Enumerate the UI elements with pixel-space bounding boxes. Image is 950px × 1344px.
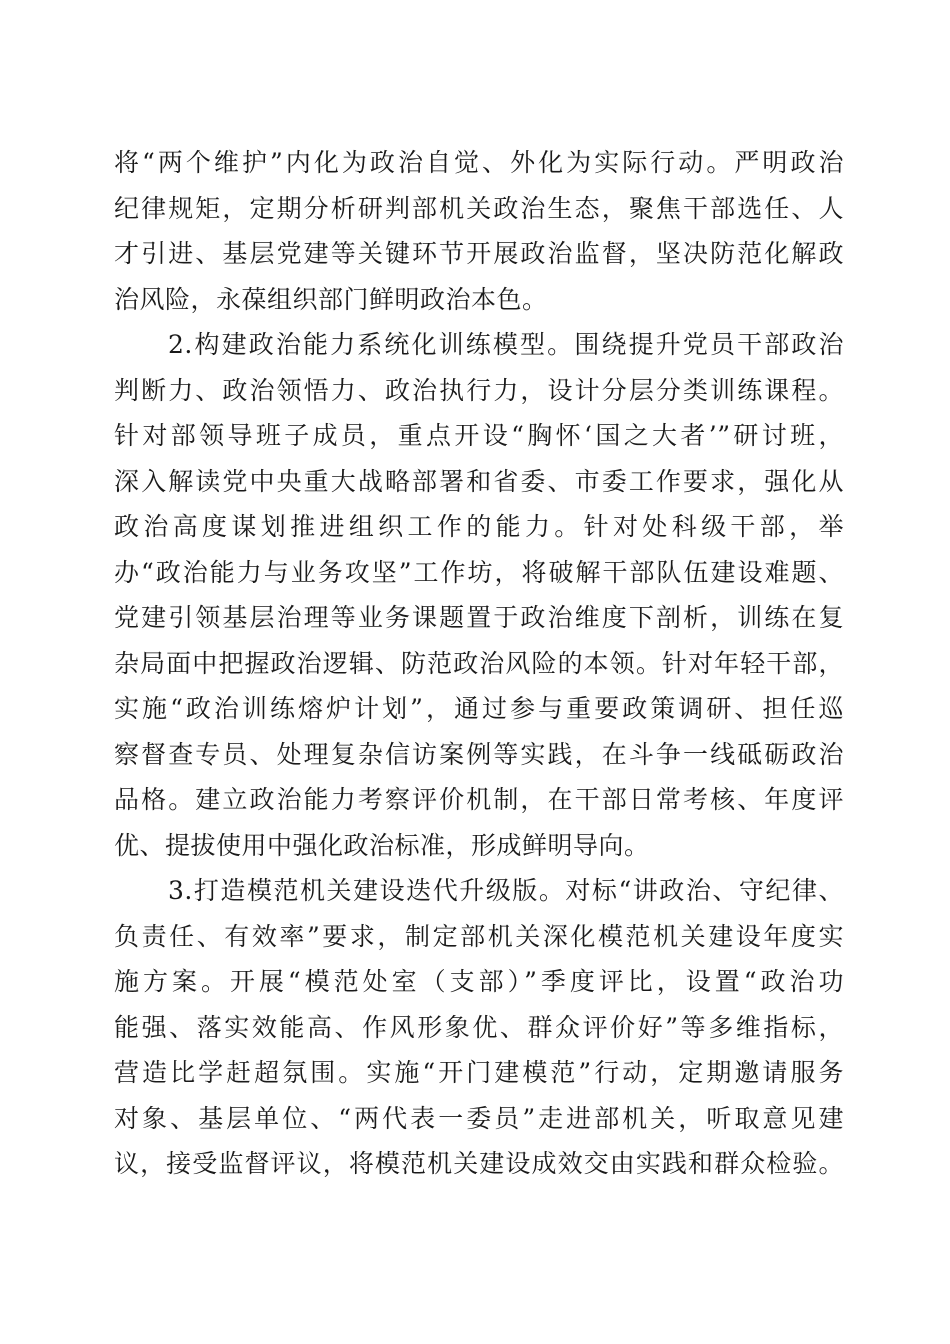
- text-line: 实施“政治训练熔炉计划”，通过参与重要政策调研、担任巡: [114, 694, 844, 723]
- text-line: 针对部领导班子成员，重点开设“胸怀‘国之大者’”研讨班，: [114, 421, 844, 450]
- text-line: 施方案。开展“模范处室（支部）”季度评比，设置“政治功: [114, 967, 844, 996]
- text-line: 营造比学赶超氛围。实施“开门建模范”行动，定期邀请服务: [114, 1058, 844, 1087]
- text-line: 杂局面中把握政治逻辑、防范政治风险的本领。针对年轻干部，: [114, 648, 844, 678]
- text-line: 党建引领基层治理等业务课题置于政治维度下剖析，训练在复: [114, 603, 844, 632]
- text-line: 判断力、政治领悟力、政治执行力，设计分层分类训练课程。: [114, 375, 844, 405]
- text-line: 议，接受监督评议，将模范机关建设成效交由实践和群众检验。: [114, 1149, 844, 1178]
- text-line: 品格。建立政治能力考察评价机制，在干部日常考核、年度评: [114, 785, 844, 814]
- text-line: 能强、落实效能高、作风形象优、群众评价好”等多维指标，: [114, 1012, 844, 1042]
- text-line: 将“两个维护”内化为政治自觉、外化为实际行动。严明政治: [114, 148, 844, 177]
- text-line: 对象、基层单位、“两代表一委员”走进部机关，听取意见建: [114, 1103, 844, 1133]
- text-line: 优、提拔使用中强化政治标准，形成鲜明导向。: [114, 830, 650, 860]
- text-line: 深入解读党中央重大战略部署和省委、市委工作要求，强化从: [114, 466, 844, 496]
- text-line: 办“政治能力与业务攻坚”工作坊，将破解干部队伍建设难题、: [114, 557, 844, 587]
- text-line: 才引进、基层党建等关键环节开展政治监督，坚决防范化解政: [114, 239, 844, 268]
- text-line: 纪律规矩，定期分析研判部机关政治生态，聚焦干部选任、人: [114, 193, 844, 223]
- text-line: 察督查专员、处理复杂信访案例等实践，在斗争一线砥砺政治: [114, 739, 844, 769]
- document-body: [114, 140, 844, 1187]
- text-line: 2.构建政治能力系统化训练模型。围绕提升党员干部政治: [168, 330, 844, 359]
- text-line: 治风险，永葆组织部门鲜明政治本色。: [114, 284, 548, 314]
- text-line: 负责任、有效率”要求，制定部机关深化模范机关建设年度实: [114, 921, 844, 951]
- text-line: 3.打造模范机关建设迭代升级版。对标“讲政治、守纪律、: [168, 876, 844, 905]
- text-line: 政治高度谋划推进组织工作的能力。针对处科级干部，举: [114, 512, 844, 541]
